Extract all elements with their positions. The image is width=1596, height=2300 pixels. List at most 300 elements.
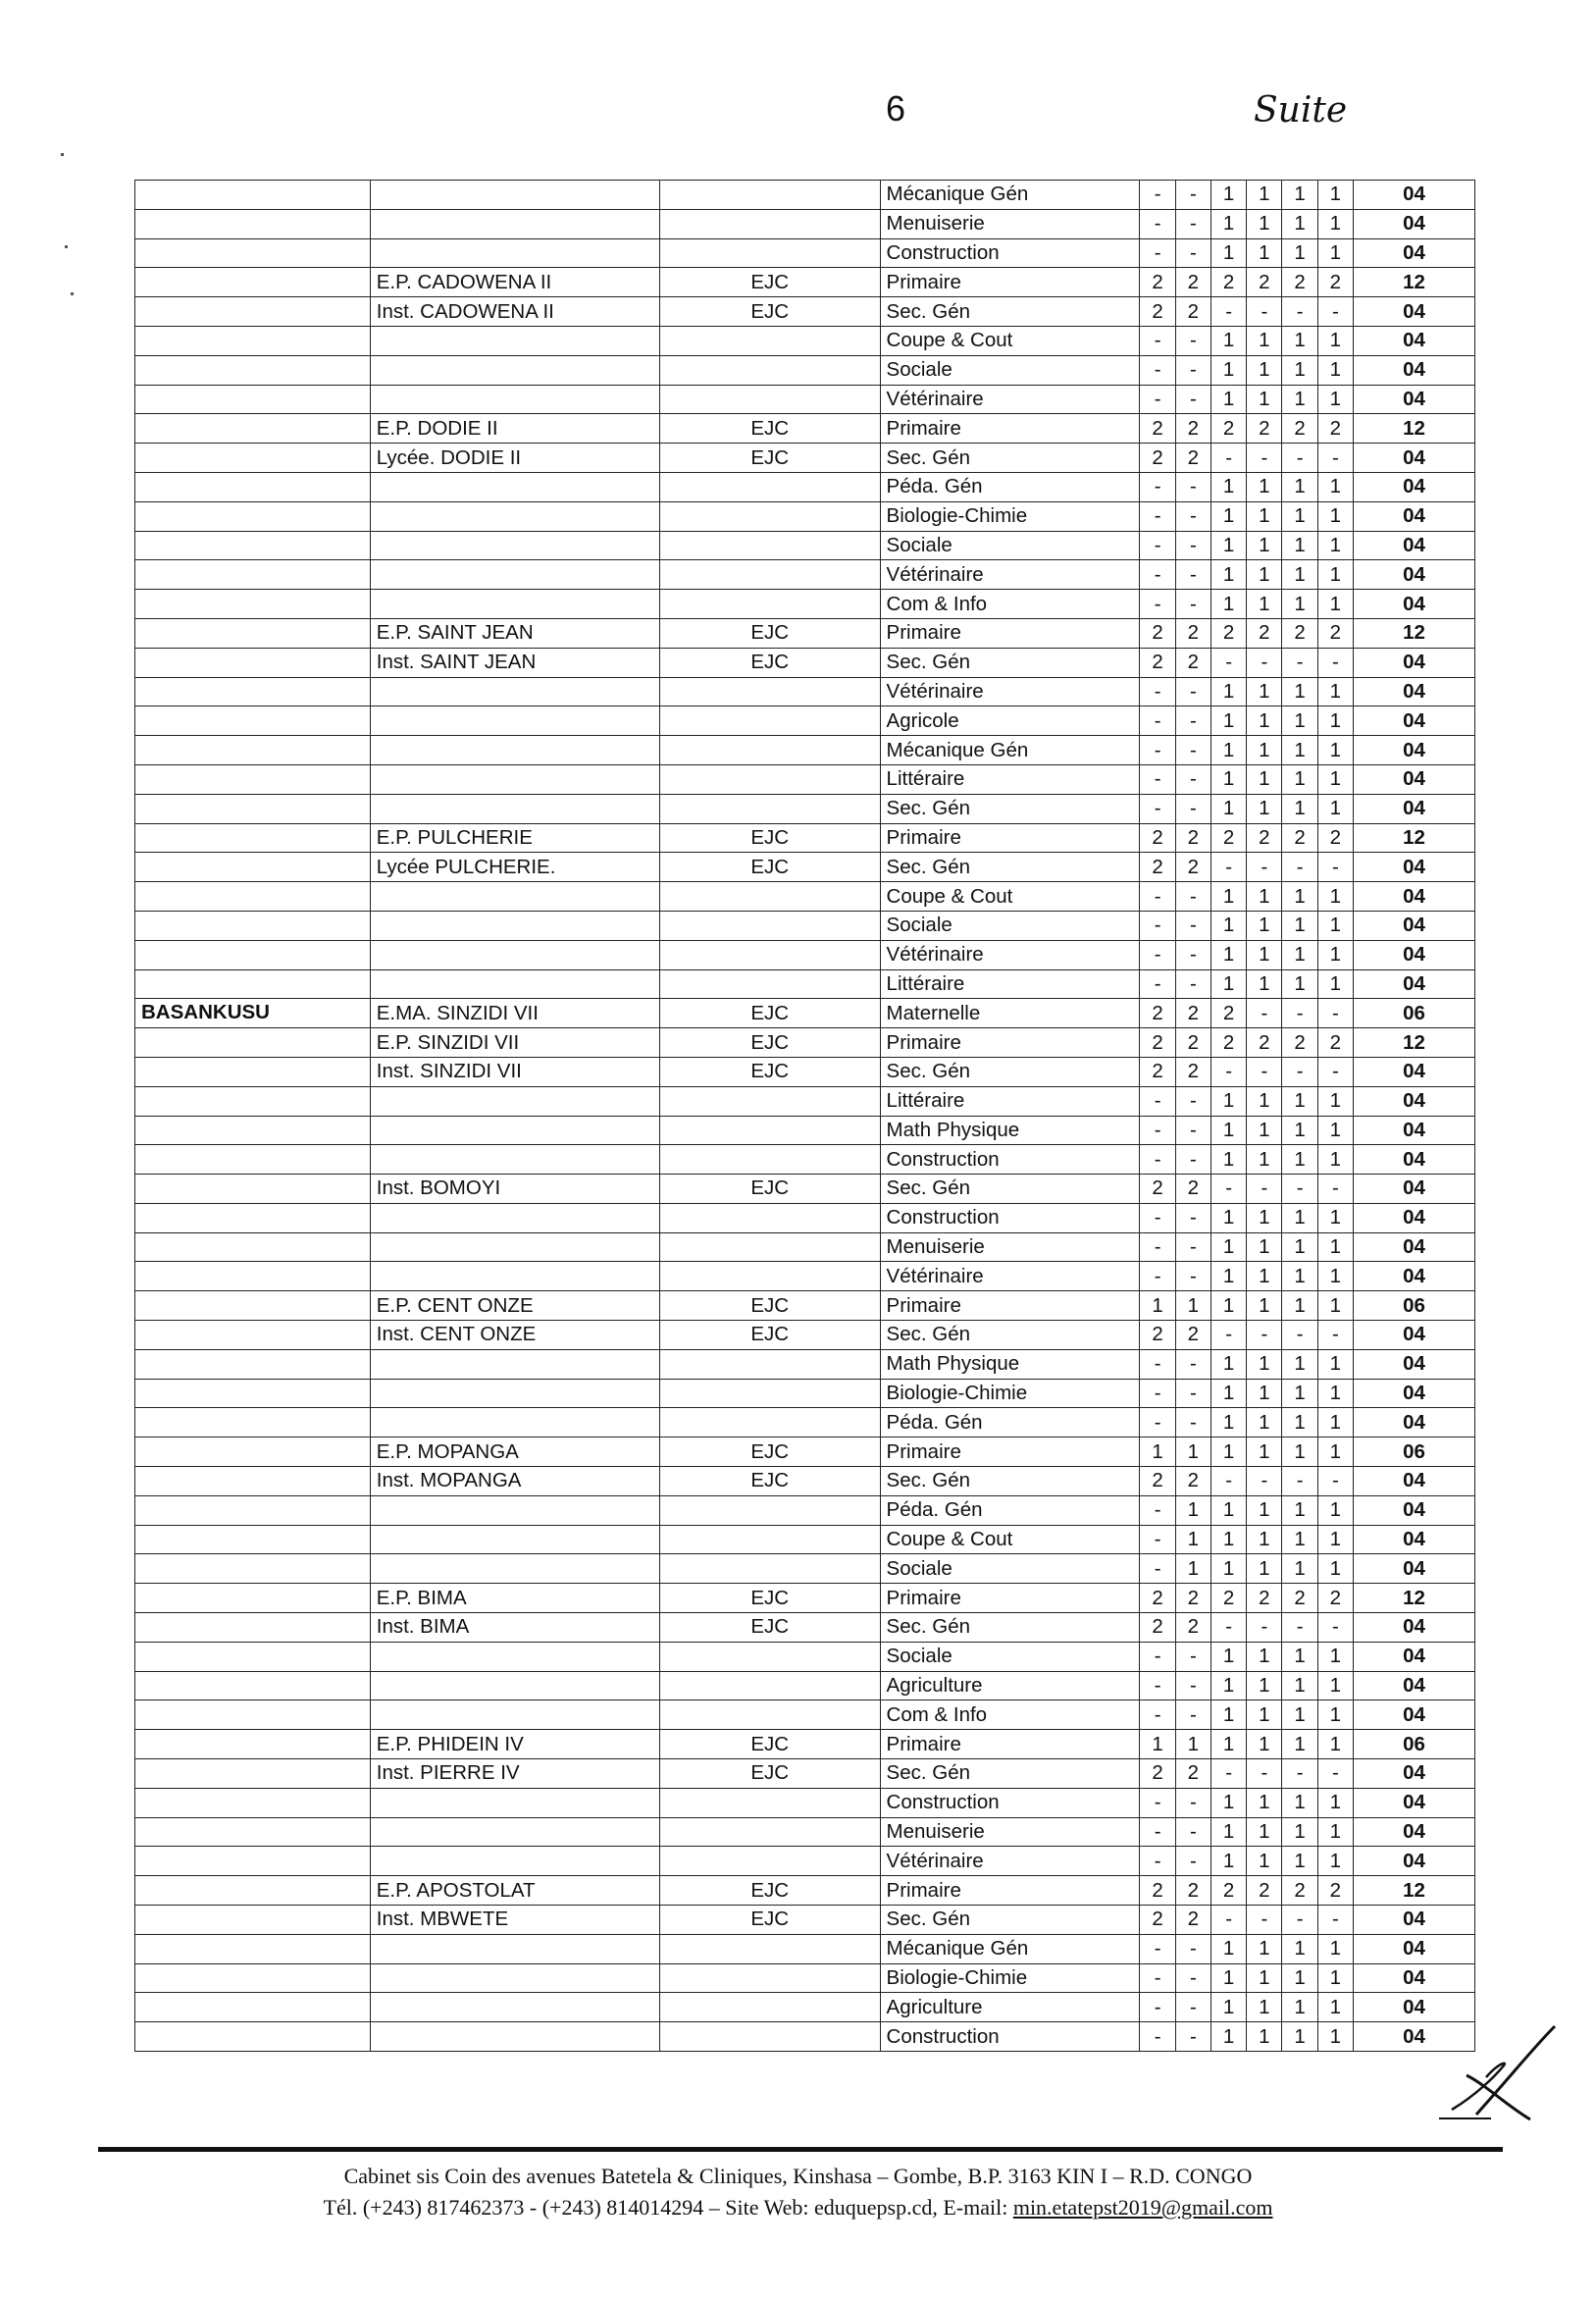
cell-total: 04 (1353, 355, 1474, 385)
cell-count: 1 (1247, 531, 1282, 560)
cell-count: 1 (1247, 472, 1282, 501)
cell-location (135, 1116, 371, 1145)
cell-location (135, 1057, 371, 1086)
cell-school (370, 1817, 659, 1847)
cell-total: 04 (1353, 181, 1474, 210)
cell-count: 1 (1282, 1408, 1317, 1438)
cell-school (370, 1116, 659, 1145)
cell-regime (659, 238, 880, 268)
cell-option: Biologie-Chimie (880, 1379, 1140, 1408)
cell-count: 1 (1282, 794, 1317, 823)
cell-option: Littéraire (880, 764, 1140, 794)
cell-count: 1 (1282, 1730, 1317, 1759)
cell-count: - (1140, 882, 1175, 912)
cell-location (135, 1349, 371, 1379)
cell-count: 1 (1210, 1379, 1246, 1408)
cell-count: - (1175, 1349, 1210, 1379)
cell-count: - (1247, 999, 1282, 1028)
cell-school: E.P. CADOWENA II (370, 268, 659, 297)
cell-school (370, 326, 659, 355)
cell-count: 1 (1282, 1817, 1317, 1847)
cell-count: - (1175, 1993, 1210, 2022)
cell-school: Inst. SAINT JEAN (370, 648, 659, 677)
cell-count: 1 (1317, 590, 1353, 619)
cell-school: Inst. SINZIDI VII (370, 1057, 659, 1086)
cell-location (135, 969, 371, 999)
cell-count: 2 (1210, 1584, 1246, 1613)
cell-school: E.P. DODIE II (370, 414, 659, 444)
cell-count: 1 (1317, 1495, 1353, 1525)
cell-regime (659, 501, 880, 531)
cell-location (135, 618, 371, 648)
cell-regime (659, 794, 880, 823)
cell-count: 1 (1210, 1495, 1246, 1525)
cell-school (370, 940, 659, 969)
table-row (135, 969, 1475, 999)
cell-count: - (1247, 1906, 1282, 1935)
cell-count: - (1247, 1321, 1282, 1350)
cell-option: Primaire (880, 1438, 1140, 1467)
cell-count: 1 (1282, 1291, 1317, 1321)
cell-count: 1 (1247, 238, 1282, 268)
cell-count: 1 (1282, 326, 1317, 355)
cell-school (370, 560, 659, 590)
cell-school (370, 794, 659, 823)
cell-count: 1 (1282, 1145, 1317, 1175)
cell-count: - (1317, 1175, 1353, 1204)
cell-count: - (1317, 1906, 1353, 1935)
cell-school (370, 1349, 659, 1379)
cell-option: Sec. Gén (880, 1906, 1140, 1935)
cell-count: - (1175, 531, 1210, 560)
cell-location (135, 1642, 371, 1671)
cell-count: 1 (1317, 355, 1353, 385)
cell-regime: EJC (659, 1467, 880, 1496)
cell-total: 04 (1353, 1467, 1474, 1496)
cell-regime (659, 385, 880, 414)
table-row (135, 1642, 1475, 1671)
table-row (135, 1438, 1475, 1467)
cell-total: 04 (1353, 472, 1474, 501)
cell-school: Inst. CENT ONZE (370, 1321, 659, 1350)
cell-count: 1 (1210, 1993, 1246, 2022)
cell-count: 1 (1282, 1438, 1317, 1467)
cell-count: 2 (1247, 823, 1282, 853)
cell-count: 2 (1210, 618, 1246, 648)
cell-count: 1 (1210, 1817, 1246, 1847)
cell-count: 1 (1247, 1525, 1282, 1554)
cell-count: 1 (1140, 1291, 1175, 1321)
cell-school (370, 238, 659, 268)
table-row (135, 444, 1475, 473)
cell-total: 06 (1353, 1730, 1474, 1759)
cell-count: - (1317, 648, 1353, 677)
cell-count: - (1175, 501, 1210, 531)
cell-count: 1 (1317, 1262, 1353, 1291)
cell-option: Math Physique (880, 1116, 1140, 1145)
cell-school: E.P. SAINT JEAN (370, 618, 659, 648)
cell-count: 1 (1282, 501, 1317, 531)
cell-location (135, 1817, 371, 1847)
cell-location (135, 1963, 371, 1993)
cell-school (370, 706, 659, 736)
cell-count: - (1175, 969, 1210, 999)
cell-count: 2 (1140, 414, 1175, 444)
cell-school: E.P. BIMA (370, 1584, 659, 1613)
cell-regime: EJC (659, 1321, 880, 1350)
cell-count: 1 (1210, 1963, 1246, 1993)
cell-count: 1 (1317, 1671, 1353, 1700)
cell-total: 04 (1353, 2022, 1474, 2052)
cell-count: - (1247, 853, 1282, 882)
cell-count: 1 (1210, 1788, 1246, 1817)
cell-total: 04 (1353, 297, 1474, 327)
cell-school: E.P. SINZIDI VII (370, 1028, 659, 1058)
cell-location (135, 1379, 371, 1408)
cell-total: 04 (1353, 1145, 1474, 1175)
cell-count: 1 (1282, 1642, 1317, 1671)
table-row (135, 297, 1475, 327)
cell-count: 1 (1210, 326, 1246, 355)
cell-school (370, 355, 659, 385)
signature-mark (1437, 2016, 1565, 2124)
cell-count: 2 (1210, 823, 1246, 853)
cell-count: 1 (1282, 1495, 1317, 1525)
cell-count: 1 (1317, 764, 1353, 794)
cell-count: 1 (1282, 1379, 1317, 1408)
cell-total: 12 (1353, 618, 1474, 648)
table-row (135, 706, 1475, 736)
cell-count: 1 (1247, 2022, 1282, 2052)
cell-option: Mécanique Gén (880, 181, 1140, 210)
cell-school: Lycée PULCHERIE. (370, 853, 659, 882)
cell-count: 1 (1247, 1847, 1282, 1876)
cell-count: 1 (1210, 472, 1246, 501)
cell-count: 2 (1282, 1584, 1317, 1613)
cell-count: 2 (1140, 823, 1175, 853)
cell-location (135, 911, 371, 940)
footer-email-link[interactable]: min.etatepst2019@gmail.com (1012, 2195, 1273, 2220)
cell-school (370, 209, 659, 238)
cell-count: 1 (1317, 1203, 1353, 1232)
cell-location (135, 326, 371, 355)
cell-count: - (1140, 472, 1175, 501)
cell-location (135, 444, 371, 473)
cell-total: 04 (1353, 1554, 1474, 1584)
cell-school (370, 1847, 659, 1876)
cell-count: 1 (1175, 1525, 1210, 1554)
cell-count: 1 (1247, 355, 1282, 385)
cell-count: - (1282, 1759, 1317, 1789)
cell-count: 1 (1247, 209, 1282, 238)
cell-count: 2 (1175, 1057, 1210, 1086)
cell-regime (659, 472, 880, 501)
scan-speck (65, 245, 68, 248)
table-row (135, 414, 1475, 444)
cell-count: 1 (1317, 1116, 1353, 1145)
cell-location (135, 414, 371, 444)
cell-count: 2 (1175, 823, 1210, 853)
cell-count: 1 (1247, 677, 1282, 706)
cell-school (370, 590, 659, 619)
cell-count: - (1210, 1057, 1246, 1086)
cell-option: Littéraire (880, 1086, 1140, 1116)
cell-count: 1 (1282, 736, 1317, 765)
cell-count: - (1140, 355, 1175, 385)
cell-count: - (1317, 999, 1353, 1028)
cell-count: - (1140, 1525, 1175, 1554)
cell-regime: EJC (659, 414, 880, 444)
cell-count: - (1210, 297, 1246, 327)
cell-option: Maternelle (880, 999, 1140, 1028)
cell-count: - (1140, 736, 1175, 765)
cell-count: - (1317, 444, 1353, 473)
cell-count: 2 (1210, 999, 1246, 1028)
cell-count: 2 (1140, 1906, 1175, 1935)
cell-option: Sec. Gén (880, 297, 1140, 327)
cell-count: 1 (1247, 1730, 1282, 1759)
cell-count: 1 (1247, 882, 1282, 912)
cell-location (135, 1759, 371, 1789)
cell-location (135, 1993, 371, 2022)
cell-count: 1 (1282, 181, 1317, 210)
cell-regime (659, 969, 880, 999)
cell-count: 2 (1282, 1028, 1317, 1058)
cell-regime (659, 1642, 880, 1671)
cell-count: 1 (1247, 1700, 1282, 1730)
table-row (135, 1262, 1475, 1291)
cell-count: 1 (1282, 1232, 1317, 1262)
cell-option: Construction (880, 1203, 1140, 1232)
cell-count: 1 (1247, 1495, 1282, 1525)
cell-option: Vétérinaire (880, 1847, 1140, 1876)
cell-count: 1 (1317, 472, 1353, 501)
table-row (135, 1584, 1475, 1613)
cell-option: Péda. Gén (880, 1408, 1140, 1438)
cell-count: - (1175, 1232, 1210, 1262)
cell-count: 1 (1247, 501, 1282, 531)
cell-total: 04 (1353, 1613, 1474, 1643)
cell-regime (659, 1934, 880, 1963)
cell-count: 2 (1210, 268, 1246, 297)
cell-count: 2 (1175, 1906, 1210, 1935)
cell-count: 1 (1317, 1934, 1353, 1963)
table-row (135, 882, 1475, 912)
cell-regime (659, 1145, 880, 1175)
cell-school: Inst. MBWETE (370, 1906, 659, 1935)
cell-total: 04 (1353, 882, 1474, 912)
cell-location (135, 706, 371, 736)
cell-count: 2 (1282, 1876, 1317, 1906)
cell-count: 1 (1247, 1408, 1282, 1438)
cell-count: - (1140, 1495, 1175, 1525)
cell-count: - (1317, 1321, 1353, 1350)
cell-count: 1 (1282, 590, 1317, 619)
cell-count: 1 (1247, 1232, 1282, 1262)
cell-count: - (1175, 911, 1210, 940)
cell-count: 1 (1247, 1671, 1282, 1700)
cell-location (135, 1730, 371, 1759)
cell-count: - (1247, 1613, 1282, 1643)
cell-school (370, 1554, 659, 1584)
cell-count: 1 (1247, 1379, 1282, 1408)
cell-count: 1 (1317, 238, 1353, 268)
cell-regime: EJC (659, 1876, 880, 1906)
cell-count: 2 (1210, 1028, 1246, 1058)
cell-total: 04 (1353, 1671, 1474, 1700)
cell-school (370, 1642, 659, 1671)
cell-count: - (1175, 181, 1210, 210)
schedule-table-body (135, 181, 1475, 2052)
table-row (135, 1175, 1475, 1204)
cell-count: - (1175, 1086, 1210, 1116)
cell-count: 2 (1247, 268, 1282, 297)
cell-count: 2 (1175, 1876, 1210, 1906)
cell-count: 1 (1317, 1847, 1353, 1876)
cell-count: 1 (1210, 1262, 1246, 1291)
cell-option: Sociale (880, 911, 1140, 940)
cell-total: 04 (1353, 969, 1474, 999)
cell-count: - (1175, 677, 1210, 706)
cell-count: 1 (1282, 1116, 1317, 1145)
cell-option: Sec. Gén (880, 1467, 1140, 1496)
cell-school (370, 472, 659, 501)
cell-count: 1 (1282, 940, 1317, 969)
cell-option: Sec. Gén (880, 648, 1140, 677)
cell-total: 12 (1353, 1584, 1474, 1613)
cell-count: - (1175, 1847, 1210, 1876)
cell-school: Lycée. DODIE II (370, 444, 659, 473)
cell-option: Vétérinaire (880, 1262, 1140, 1291)
cell-option: Primaire (880, 1291, 1140, 1321)
table-row (135, 1788, 1475, 1817)
cell-option: Primaire (880, 618, 1140, 648)
cell-count: - (1210, 1321, 1246, 1350)
cell-location (135, 1934, 371, 1963)
cell-count: 2 (1140, 1759, 1175, 1789)
cell-option: Construction (880, 1145, 1140, 1175)
cell-count: 1 (1210, 501, 1246, 531)
cell-option: Biologie-Chimie (880, 501, 1140, 531)
cell-count: 1 (1247, 1262, 1282, 1291)
cell-count: 2 (1247, 1876, 1282, 1906)
cell-count: 1 (1282, 764, 1317, 794)
cell-school (370, 969, 659, 999)
cell-count: 2 (1175, 1321, 1210, 1350)
cell-count: 1 (1210, 531, 1246, 560)
cell-location (135, 1847, 371, 1876)
cell-count: - (1282, 1057, 1317, 1086)
cell-count: 2 (1175, 1175, 1210, 1204)
cell-count: 1 (1317, 1554, 1353, 1584)
cell-regime (659, 1116, 880, 1145)
table-row (135, 1993, 1475, 2022)
cell-location (135, 1203, 371, 1232)
cell-regime: EJC (659, 1613, 880, 1643)
cell-count: - (1317, 853, 1353, 882)
cell-count: 2 (1282, 268, 1317, 297)
cell-count: - (1140, 1086, 1175, 1116)
cell-total: 04 (1353, 1203, 1474, 1232)
cell-count: 1 (1317, 1379, 1353, 1408)
cell-total: 04 (1353, 1963, 1474, 1993)
table-row (135, 853, 1475, 882)
cell-total: 06 (1353, 1291, 1474, 1321)
table-row (135, 1379, 1475, 1408)
cell-regime (659, 1525, 880, 1554)
cell-count: 1 (1282, 560, 1317, 590)
cell-count: 2 (1140, 1175, 1175, 1204)
cell-count: - (1282, 853, 1317, 882)
cell-count: 1 (1317, 1730, 1353, 1759)
cell-count: - (1175, 238, 1210, 268)
cell-count: 2 (1175, 1759, 1210, 1789)
cell-total: 04 (1353, 209, 1474, 238)
cell-total: 04 (1353, 1817, 1474, 1847)
cell-count: 1 (1210, 1934, 1246, 1963)
cell-count: 1 (1282, 385, 1317, 414)
cell-count: 2 (1175, 1467, 1210, 1496)
cell-count: - (1210, 853, 1246, 882)
cell-count: 2 (1247, 618, 1282, 648)
cell-count: 1 (1317, 1963, 1353, 1993)
cell-count: 1 (1317, 385, 1353, 414)
cell-total: 04 (1353, 940, 1474, 969)
cell-school (370, 1232, 659, 1262)
cell-count: 1 (1210, 677, 1246, 706)
cell-count: 1 (1210, 1554, 1246, 1584)
cell-count: 1 (1317, 1993, 1353, 2022)
cell-option: Sociale (880, 531, 1140, 560)
table-row (135, 1232, 1475, 1262)
cell-count: - (1282, 1175, 1317, 1204)
cell-count: - (1282, 1906, 1317, 1935)
cell-school (370, 1788, 659, 1817)
cell-school (370, 1145, 659, 1175)
cell-total: 04 (1353, 911, 1474, 940)
cell-count: - (1140, 209, 1175, 238)
cell-location (135, 181, 371, 210)
cell-regime: EJC (659, 1438, 880, 1467)
cell-location (135, 1232, 371, 1262)
cell-option: Primaire (880, 268, 1140, 297)
cell-count: - (1140, 1262, 1175, 1291)
cell-count: 1 (1317, 969, 1353, 999)
cell-count: 1 (1282, 1671, 1317, 1700)
cell-count: - (1140, 969, 1175, 999)
table-row (135, 385, 1475, 414)
cell-location (135, 355, 371, 385)
table-row (135, 560, 1475, 590)
cell-total: 12 (1353, 1876, 1474, 1906)
cell-count: - (1247, 297, 1282, 327)
cell-option: Vétérinaire (880, 385, 1140, 414)
cell-option: Primaire (880, 823, 1140, 853)
table-row (135, 764, 1475, 794)
cell-count: 2 (1175, 618, 1210, 648)
cell-count: 1 (1247, 969, 1282, 999)
cell-location (135, 268, 371, 297)
cell-count: 2 (1210, 414, 1246, 444)
table-row (135, 1730, 1475, 1759)
cell-count: 1 (1210, 385, 1246, 414)
cell-count: 1 (1175, 1554, 1210, 1584)
cell-location (135, 1175, 371, 1204)
cell-total: 04 (1353, 1525, 1474, 1554)
cell-count: - (1140, 1642, 1175, 1671)
cell-count: 1 (1282, 1847, 1317, 1876)
table-row (135, 1291, 1475, 1321)
